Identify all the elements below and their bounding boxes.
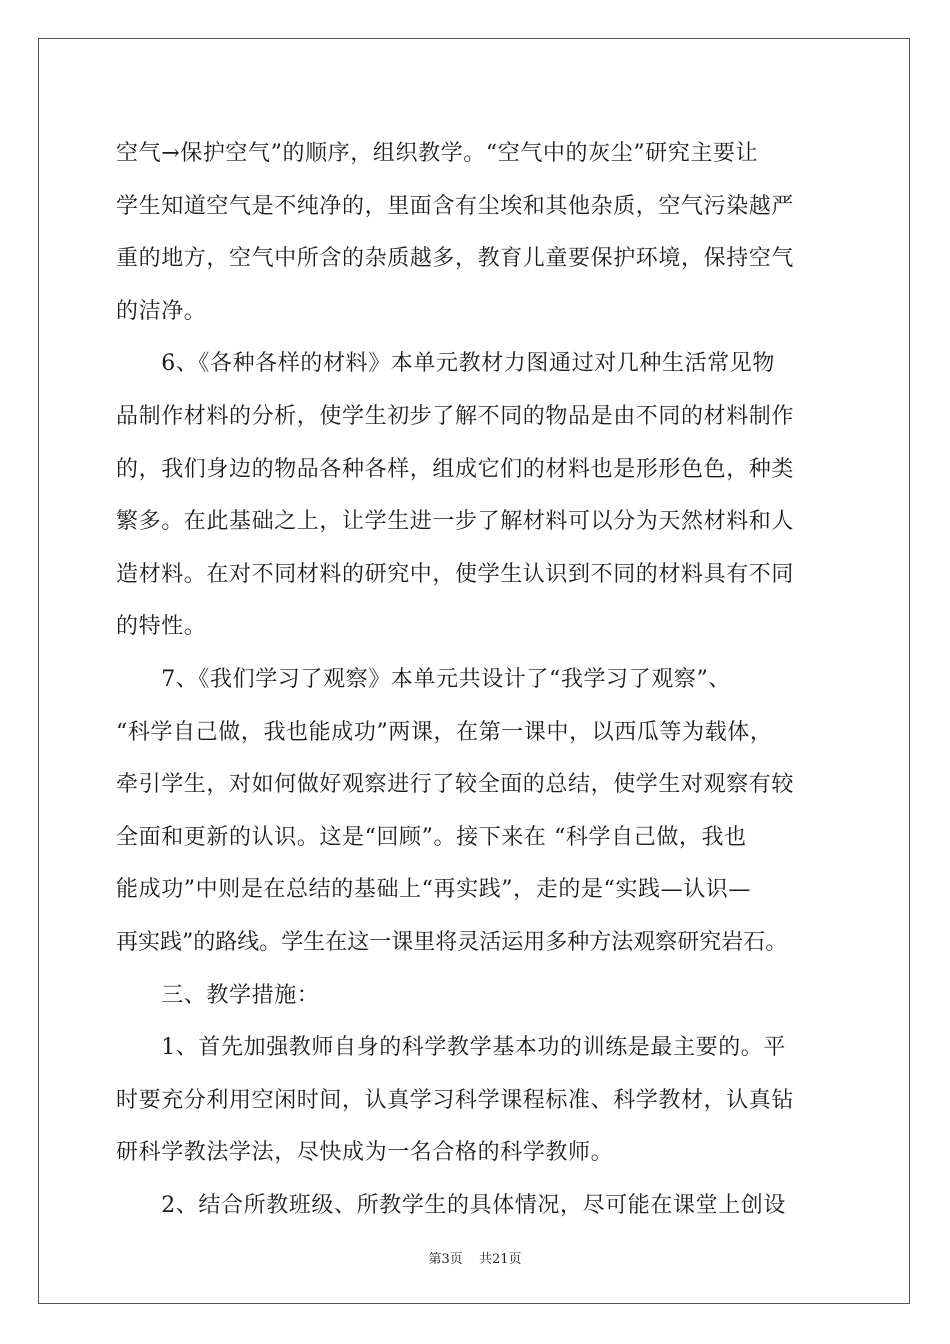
text-line: 重的地方，空气中所含的杂质越多，教育儿童要保护环境，保持空气	[116, 246, 795, 272]
text-line: 7、《我们学习了观察》本单元共设计了“我学习了观察”、	[116, 666, 731, 692]
text-line: 全面和更新的认识。这是“回顾”。接下来在 “科学自己做，我也	[116, 824, 747, 850]
text-line: 造材料。在对不同材料的研究中，使学生认识到不同的材料具有不同	[116, 561, 795, 587]
section-heading: 三、教学措施：	[116, 982, 320, 1008]
page-total: 共21页	[478, 1252, 522, 1267]
text-line: 6、《各种各样的材料》本单元教材力图通过对几种生活常见物	[116, 351, 775, 377]
text-line: 学生知道空气是不纯净的，里面含有尘埃和其他杂质，空气污染越严	[116, 193, 795, 219]
text-line: 时要充分利用空闲时间，认真学习科学课程标准、科学教材，认真钻	[116, 1087, 795, 1113]
document-body	[116, 128, 836, 1232]
text-line: 的特性。	[116, 614, 207, 640]
text-line: 空气→保护空气”的顺序，组织教学。“空气中的灰尘”研究主要让	[116, 141, 759, 166]
text-line: 的，我们身边的物品各种各样，组成它们的材料也是形形色色，种类	[116, 456, 795, 482]
text-line: 的洁净。	[116, 298, 207, 324]
text-line: 研科学教法学法，尽快成为一名合格的科学教师。	[116, 1140, 614, 1166]
text-line: 品制作材料的分析，使学生初步了解不同的物品是由不同的材料制作	[116, 403, 795, 429]
page-footer	[0, 1248, 950, 1267]
text-line: 牵引学生，对如何做好观察进行了较全面的总结，使学生对观察有较	[116, 772, 795, 798]
text-line: 再实践”的路线。学生在这一课里将灵活运用多种方法观察研究岩石。	[116, 929, 788, 955]
text-line: 能成功”中则是在总结的基础上“再实践”，走的是“实践—认识—	[116, 877, 751, 903]
text-line: 繁多。在此基础之上，让学生进一步了解材料可以分为天然材料和人	[116, 509, 795, 535]
text-line: 2、结合所教班级、所教学生的具体情况，尽可能在课堂上创设	[116, 1192, 786, 1218]
text-line: 1、首先加强教师自身的科学教学基本功的训练是最主要的。平	[116, 1035, 786, 1061]
page-number: 第3页	[428, 1252, 463, 1267]
text-line: “科学自己做，我也能成功”两课，在第一课中，以西瓜等为载体，	[116, 719, 773, 745]
